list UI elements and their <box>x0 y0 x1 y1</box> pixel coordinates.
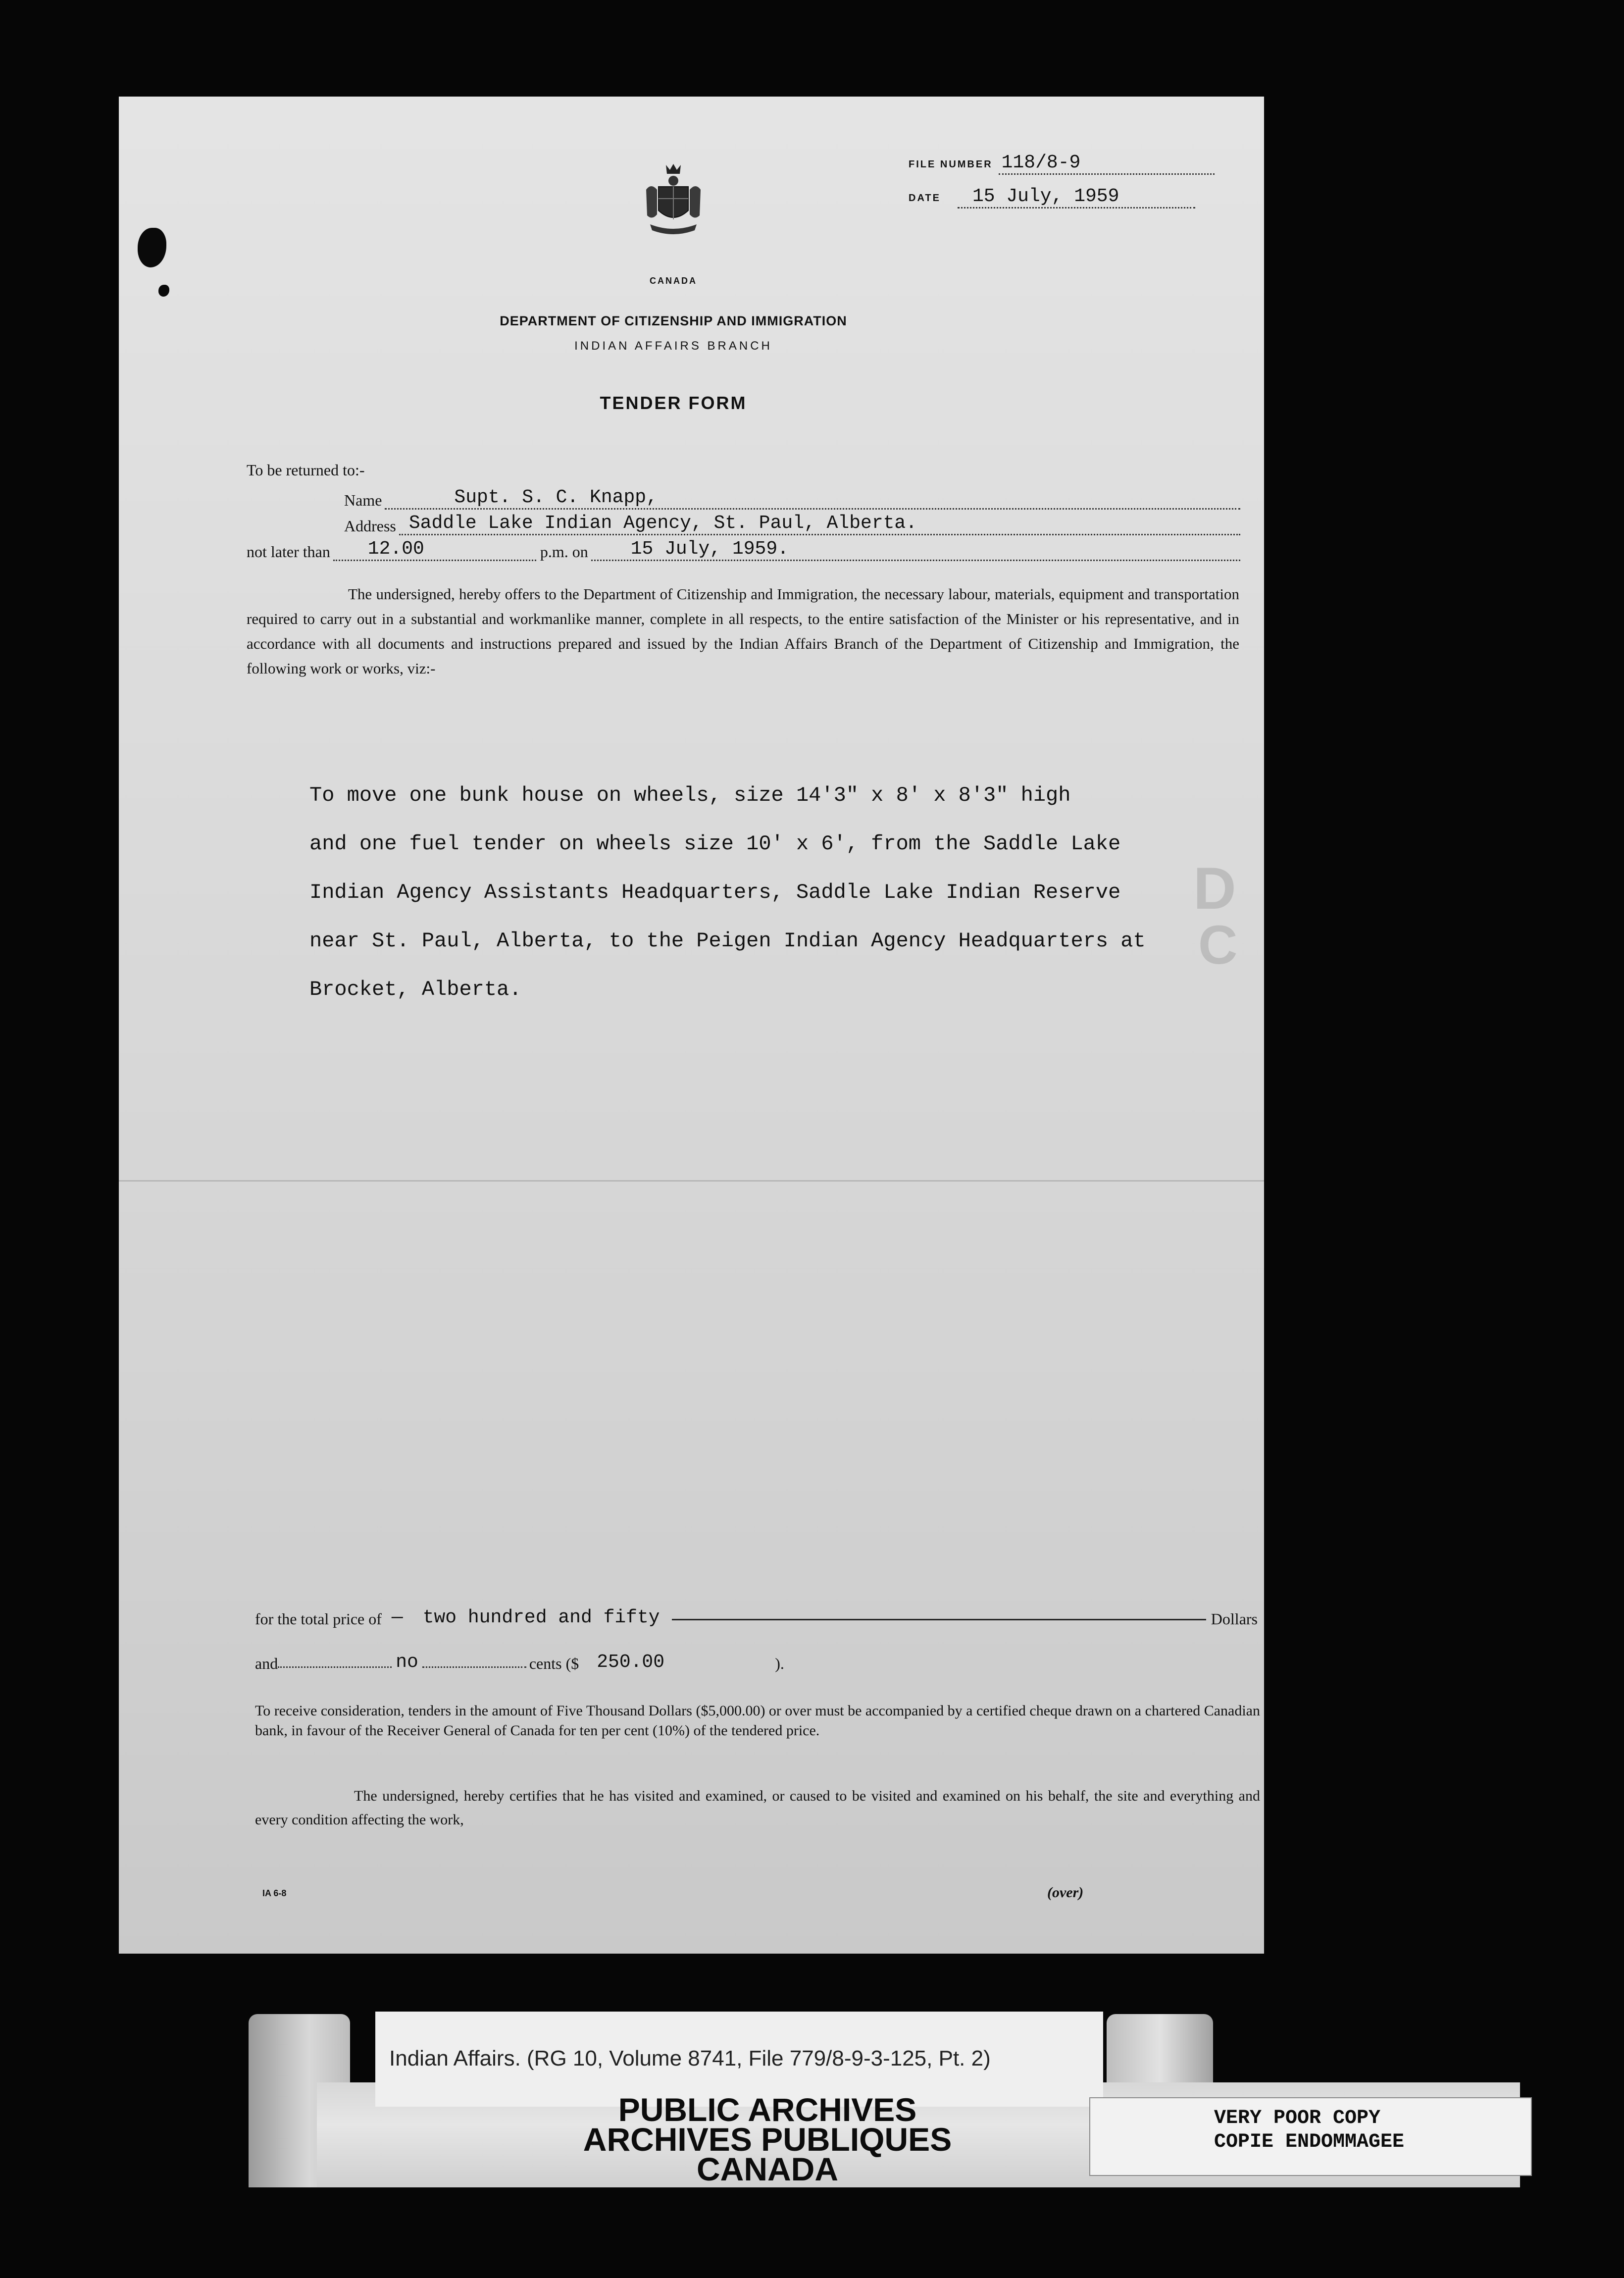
cents-leader <box>422 1666 526 1668</box>
crest-country-label: CANADA <box>650 276 697 286</box>
file-number-label: FILE NUMBER <box>909 159 993 170</box>
address-label: Address <box>344 517 396 535</box>
name-label: Name <box>344 491 382 509</box>
date-row <box>909 186 1245 208</box>
certify-paragraph: The undersigned, hereby certifies that he has visited and examined, or caused to be visited and examined on his behalf, the site and everything and every condition affecting the work, <box>255 1788 1260 1828</box>
cents-leader <box>278 1666 392 1668</box>
very-poor-copy: VERY POOR COPY <box>1214 2107 1381 2129</box>
bleed-through-mark: C <box>1198 915 1238 976</box>
work-description-line: Indian Agency Assistants Headquarters, Saddle Lake Indian Reserve <box>309 880 1121 904</box>
copie-endommagee: COPIE ENDOMMAGEE <box>1214 2131 1405 2153</box>
work-description-line: near St. Paul, Alberta, to the Peigen Indian Agency Headquarters at <box>309 929 1146 953</box>
tender-form-sheet <box>119 97 1264 1954</box>
cents-row <box>255 1652 998 1673</box>
date-value: 15 July, 1959 <box>958 186 1195 208</box>
return-to-label: To be returned to:- <box>247 461 365 479</box>
price-in-words: two hundred and fifty <box>422 1607 660 1628</box>
name-row <box>344 487 1240 510</box>
amount-close: ). <box>775 1655 784 1672</box>
copy-quality-stamp <box>1089 2097 1532 2176</box>
name-value: Supt. S. C. Knapp, <box>385 487 1240 510</box>
price-amount: 250.00 <box>597 1652 665 1673</box>
and-label: and <box>255 1655 278 1672</box>
archive-reference: Indian Affairs. (RG 10, Volume 8741, File 779/8-9-3-125, Pt. 2) <box>389 2046 991 2071</box>
total-price-row <box>255 1607 1258 1628</box>
consideration-paragraph: To receive consideration, tenders in the amount of Five Thousand Dollars ($5,000.00) or over must be accompanied by a certified cheque drawn on a chartered Canadian bank, in favour of the Receiver General of Canada for ten per cent (10%) of the tendered price. <box>255 1703 1260 1739</box>
cents-label: cents ($ <box>529 1655 579 1672</box>
work-description-line: Brocket, Alberta. <box>309 978 522 1001</box>
form-code: IA 6-8 <box>262 1888 287 1898</box>
deadline-date: 15 July, 1959. <box>591 538 1240 561</box>
price-dash: — <box>391 1607 403 1628</box>
branch-heading: INDIAN AFFAIRS BRANCH <box>574 339 772 353</box>
work-description-line: To move one bunk house on wheels, size 14'3" x 8' x 8'3" high <box>309 783 1071 807</box>
public-archives-canada: CANADA <box>697 2151 838 2187</box>
not-later-than-label: not later than <box>247 543 330 561</box>
coat-of-arms-icon <box>641 161 706 245</box>
ink-blot <box>138 228 166 267</box>
cents-in-words: no <box>396 1652 418 1673</box>
page-fold <box>119 1180 1264 1182</box>
date-label: DATE <box>909 193 941 204</box>
work-description-line: and one fuel tender on wheels size 10' x 6', from the Saddle Lake <box>309 832 1121 856</box>
form-title: TENDER FORM <box>600 393 747 413</box>
dollars-label: Dollars <box>1211 1610 1258 1628</box>
public-archives-stamp <box>485 2091 1050 2187</box>
bleed-through-mark: D <box>1193 855 1236 922</box>
address-row <box>344 513 1240 535</box>
file-number-row <box>909 152 1245 175</box>
ink-blot <box>158 285 169 297</box>
work-description <box>309 771 1264 1014</box>
deadline-time: 12.00 <box>333 538 536 561</box>
offer-paragraph: The undersigned, hereby offers to the Department of Citizenship and Immigration, the necessary labour, materials, equipment and transportation required to carry out in a substantial and workmanlike manner, complete in all respects, to the entire satisfaction of the Minister or his representative, and in accordance with all documents and instructions prepared and issued by the Indian Affairs Branch of the Department of Citizenship and Immigration, the following work or works, viz:- <box>247 585 1239 677</box>
address-value: Saddle Lake Indian Agency, St. Paul, Alberta. <box>399 513 1240 535</box>
public-archives-fr: ARCHIVES PUBLIQUES <box>583 2121 952 2158</box>
public-archives-en: PUBLIC ARCHIVES <box>618 2091 917 2128</box>
over-note: (over) <box>1047 1884 1084 1901</box>
price-line <box>672 1619 1206 1620</box>
deadline-row <box>247 538 1240 561</box>
department-heading: DEPARTMENT OF CITIZENSHIP AND IMMIGRATION <box>500 313 847 328</box>
total-price-label: for the total price of <box>255 1610 382 1628</box>
pm-on-label: p.m. on <box>540 543 588 561</box>
file-number-value: 118/8-9 <box>999 152 1215 175</box>
